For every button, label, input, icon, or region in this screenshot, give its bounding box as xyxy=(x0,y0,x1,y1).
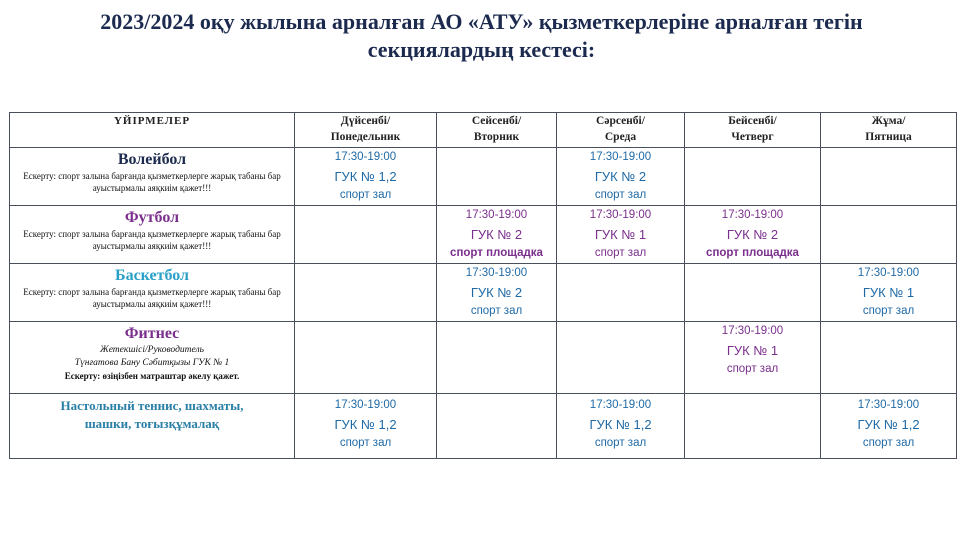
leader-name: Түнғатова Бану Сәбитқызы ГУК № 1 xyxy=(74,358,230,368)
header-wednesday: Сәрсенбі/ Среда xyxy=(557,113,685,148)
slot-tabletennis-fri: 17:30-19:00 ГУК № 1,2 спорт зал xyxy=(821,394,957,459)
section-football xyxy=(10,206,295,264)
section-note: Ескерту: спорт залына барғанда қызметкерлерге жарық табаны бар ауыстырмалы аяқкиім қажет!!! xyxy=(23,287,281,309)
schedule-table xyxy=(9,112,957,459)
slot-fitness-mon xyxy=(295,322,437,394)
header-monday: Дүйсенбі/ Понедельник xyxy=(295,113,437,148)
header-sections: ҮЙІРМЕЛЕР xyxy=(10,113,295,148)
section-name: Фитнес xyxy=(124,325,180,342)
leader-label: Жетекшісі/Руководитель xyxy=(100,345,204,355)
slot-tabletennis-mon: 17:30-19:00 ГУК № 1,2 спорт зал xyxy=(295,394,437,459)
title-line-1: 2023/2024 оқу жылына арналған АО «АТУ» қызметкерлеріне арналған тегін xyxy=(100,9,863,34)
slot-volleyball-mon: 17:30-19:00 ГУК № 1,2 спорт зал xyxy=(295,148,437,206)
section-name: Настольный теннис, шахматы, шашки, тоғызқұмалақ xyxy=(60,398,244,431)
slot-volleyball-fri xyxy=(821,148,957,206)
slot-basketball-mon xyxy=(295,264,437,322)
slot-basketball-fri: 17:30-19:00 ГУК № 1 спорт зал xyxy=(821,264,957,322)
slot-basketball-tue: 17:30-19:00 ГУК № 2 спорт зал xyxy=(437,264,557,322)
slot-fitness-wed xyxy=(557,322,685,394)
slot-volleyball-wed: 17:30-19:00 ГУК № 2 спорт зал xyxy=(557,148,685,206)
slot-volleyball-thu xyxy=(685,148,821,206)
section-tabletennis xyxy=(10,394,295,459)
slot-fitness-thu: 17:30-19:00 ГУК № 1 спорт зал xyxy=(685,322,821,394)
section-name: Волейбол xyxy=(117,151,187,168)
slot-tabletennis-wed: 17:30-19:00 ГУК № 1,2 спорт зал xyxy=(557,394,685,459)
slot-fitness-fri xyxy=(821,322,957,394)
slot-basketball-wed xyxy=(557,264,685,322)
page-title xyxy=(0,8,963,64)
slot-tabletennis-thu xyxy=(685,394,821,459)
slot-football-thu: 17:30-19:00 ГУК № 2 спорт площадка xyxy=(685,206,821,264)
row-football xyxy=(10,206,957,264)
row-tabletennis xyxy=(10,394,957,459)
slot-football-mon xyxy=(295,206,437,264)
slot-football-fri xyxy=(821,206,957,264)
header-thursday: Бейсенбі/ Четверг xyxy=(685,113,821,148)
slot-basketball-thu xyxy=(685,264,821,322)
slot-tabletennis-tue xyxy=(437,394,557,459)
section-fitness xyxy=(10,322,295,394)
section-name: Баскетбол xyxy=(114,267,189,284)
title-line-2: секциялардың кестесі: xyxy=(367,37,596,62)
slot-fitness-tue xyxy=(437,322,557,394)
section-basketball xyxy=(10,264,295,322)
row-volleyball xyxy=(10,148,957,206)
header-tuesday: Сейсенбі/ Вторник xyxy=(437,113,557,148)
section-note: Ескерту: спорт залына барғанда қызметкерлерге жарық табаны бар ауыстырмалы аяқкиім қажет!!! xyxy=(23,171,281,193)
header-row xyxy=(10,113,957,148)
section-volleyball xyxy=(10,148,295,206)
section-note: Ескерту: спорт залына барғанда қызметкерлерге жарық табаны бар ауыстырмалы аяқкиім қажет!!! xyxy=(23,229,281,251)
slot-football-wed: 17:30-19:00 ГУК № 1 спорт зал xyxy=(557,206,685,264)
row-fitness xyxy=(10,322,957,394)
section-note: Ескерту: өзіңізбен матраштар әкелу қажет. xyxy=(64,371,240,381)
header-friday: Жұма/ Пятница xyxy=(821,113,957,148)
section-name: Футбол xyxy=(124,209,180,226)
slot-volleyball-tue xyxy=(437,148,557,206)
slot-football-tue: 17:30-19:00 ГУК № 2 спорт площадка xyxy=(437,206,557,264)
row-basketball xyxy=(10,264,957,322)
